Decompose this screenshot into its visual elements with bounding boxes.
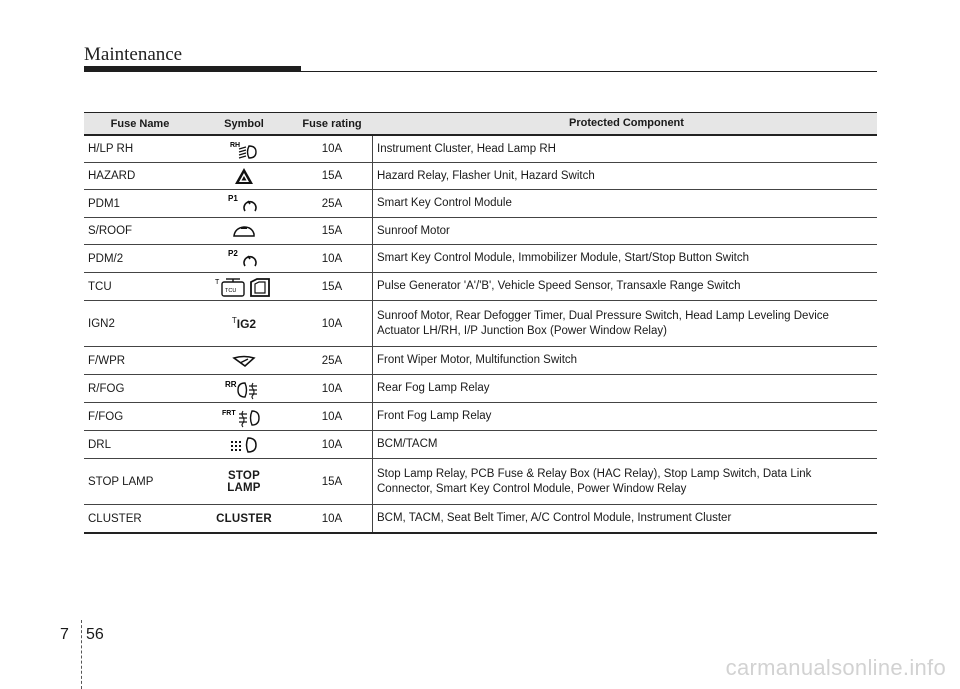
fuse-name: F/FOG bbox=[88, 410, 124, 423]
fuse-name: CLUSTER bbox=[88, 512, 142, 525]
protected-component: Smart Key Control Module, Immobilizer Module, Start/Stop Button Switch bbox=[372, 245, 877, 272]
fuse-name: IGN2 bbox=[88, 317, 115, 330]
stop-lamp-label: STOP LAMP bbox=[227, 469, 261, 494]
table-row bbox=[84, 190, 877, 218]
fuse-rating: 10A bbox=[321, 143, 343, 155]
fuse-symbol bbox=[196, 167, 292, 185]
head-lamp-rh-icon bbox=[224, 139, 264, 159]
protected-component: Rear Fog Lamp Relay bbox=[372, 375, 877, 402]
fuse-name: R/FOG bbox=[88, 382, 125, 395]
header-bar bbox=[84, 66, 301, 72]
fuse-symbol bbox=[196, 316, 292, 331]
protected-component: Instrument Cluster, Head Lamp RH bbox=[372, 136, 877, 162]
fuse-name: PDM1 bbox=[88, 197, 120, 210]
table-row bbox=[84, 431, 877, 459]
fuse-rating: 25A bbox=[321, 354, 343, 367]
table-row bbox=[84, 245, 877, 273]
fuse-rating: 10A bbox=[321, 512, 343, 525]
cluster-label: CLUSTER bbox=[216, 512, 272, 525]
fuse-rating: 15A bbox=[321, 280, 343, 293]
sunroof-icon bbox=[232, 223, 256, 239]
protected-component: Sunroof Motor, Rear Defogger Timer, Dual Pressure Switch, Head Lamp Leveling Device Actuator LH/RH, I/P Junction Box (Power Window Relay) bbox=[372, 301, 877, 346]
fuse-symbol bbox=[196, 354, 292, 368]
table-row bbox=[84, 273, 877, 301]
protected-component: Pulse Generator 'A'/'B', Vehicle Speed Sensor, Transaxle Range Switch bbox=[372, 273, 877, 300]
protected-component: BCM/TACM bbox=[372, 431, 877, 458]
fuse-name: STOP LAMP bbox=[88, 475, 154, 488]
fuse-name: TCU bbox=[88, 280, 112, 293]
rear-fog-icon bbox=[224, 378, 264, 400]
protected-component: Hazard Relay, Flasher Unit, Hazard Switch bbox=[372, 163, 877, 189]
pdm-icon bbox=[226, 193, 262, 215]
symbol-label: TCU bbox=[225, 287, 237, 294]
tcu-icon bbox=[213, 276, 275, 298]
page-divider bbox=[81, 620, 82, 689]
symbol-superscript: T bbox=[231, 316, 237, 325]
col-fuse-rating: Fuse rating bbox=[302, 117, 362, 130]
fuse-symbol bbox=[196, 406, 292, 428]
ign2-label bbox=[232, 316, 256, 331]
fuse-rating: 25A bbox=[321, 197, 343, 210]
fuse-rating: 15A bbox=[321, 170, 343, 182]
page-title: Maintenance bbox=[84, 44, 183, 65]
fuse-name: H/LP RH bbox=[88, 143, 134, 155]
col-fuse-name: Fuse Name bbox=[110, 117, 170, 130]
fuse-rating: 15A bbox=[321, 225, 343, 237]
table-row bbox=[84, 136, 877, 163]
table-row bbox=[84, 347, 877, 375]
fuse-rating: 15A bbox=[321, 475, 343, 488]
drl-icon bbox=[228, 435, 260, 455]
fuse-symbol bbox=[196, 513, 292, 525]
front-fog-icon bbox=[222, 406, 266, 428]
protected-component: Stop Lamp Relay, PCB Fuse & Relay Box (HAC Relay), Stop Lamp Switch, Data Link Connector, Smart Key Control Module, Power Window Relay bbox=[372, 459, 877, 504]
symbol-label: FRT bbox=[222, 409, 236, 417]
table-row bbox=[84, 459, 877, 505]
protected-component: BCM, TACM, Seat Belt Timer, A/C Control Module, Instrument Cluster bbox=[372, 505, 877, 532]
fuse-rating: 10A bbox=[321, 382, 343, 395]
fuse-table bbox=[84, 112, 877, 534]
table-row bbox=[84, 163, 877, 190]
symbol-label: RH bbox=[230, 142, 241, 149]
table-header bbox=[84, 112, 877, 136]
symbol-superscript: T bbox=[215, 278, 220, 286]
symbol-label: P2 bbox=[228, 248, 238, 258]
fuse-name: DRL bbox=[88, 438, 112, 451]
protected-component: Front Fog Lamp Relay bbox=[372, 403, 877, 430]
symbol-label: RR bbox=[225, 379, 237, 389]
fuse-symbol bbox=[196, 248, 292, 270]
page-number: 56 bbox=[86, 626, 104, 643]
watermark: carmanualsonline.info bbox=[725, 655, 946, 680]
col-symbol: Symbol bbox=[224, 117, 264, 130]
fuse-name: S/ROOF bbox=[88, 225, 133, 237]
fuse-rating: 10A bbox=[321, 438, 343, 451]
col-protected-component: Protected Component bbox=[569, 117, 684, 129]
fuse-symbol bbox=[196, 435, 292, 455]
table-row bbox=[84, 403, 877, 431]
fuse-name: PDM/2 bbox=[88, 252, 124, 265]
table-row bbox=[84, 505, 877, 534]
protected-component: Sunroof Motor bbox=[372, 218, 877, 244]
table-row bbox=[84, 301, 877, 347]
table-row bbox=[84, 375, 877, 403]
fuse-symbol bbox=[196, 193, 292, 215]
fuse-name: HAZARD bbox=[88, 170, 136, 182]
fuse-rating: 10A bbox=[321, 252, 343, 265]
fuse-symbol bbox=[196, 378, 292, 400]
fuse-symbol bbox=[196, 470, 292, 494]
fuse-symbol bbox=[196, 139, 292, 159]
table-row bbox=[84, 218, 877, 245]
hazard-icon bbox=[234, 167, 254, 185]
header-rule bbox=[301, 71, 877, 72]
protected-component: Smart Key Control Module bbox=[372, 190, 877, 217]
pdm-icon bbox=[226, 248, 262, 270]
fuse-symbol bbox=[196, 223, 292, 239]
fuse-rating: 10A bbox=[321, 410, 343, 423]
chapter-number: 7 bbox=[60, 626, 69, 643]
fuse-rating: 10A bbox=[321, 317, 343, 330]
symbol-label: IG2 bbox=[236, 317, 257, 331]
front-wiper-icon bbox=[232, 354, 256, 368]
symbol-label: P1 bbox=[228, 193, 238, 203]
protected-component: Front Wiper Motor, Multifunction Switch bbox=[372, 347, 877, 374]
fuse-symbol bbox=[196, 276, 292, 298]
fuse-name: F/WPR bbox=[88, 354, 126, 367]
